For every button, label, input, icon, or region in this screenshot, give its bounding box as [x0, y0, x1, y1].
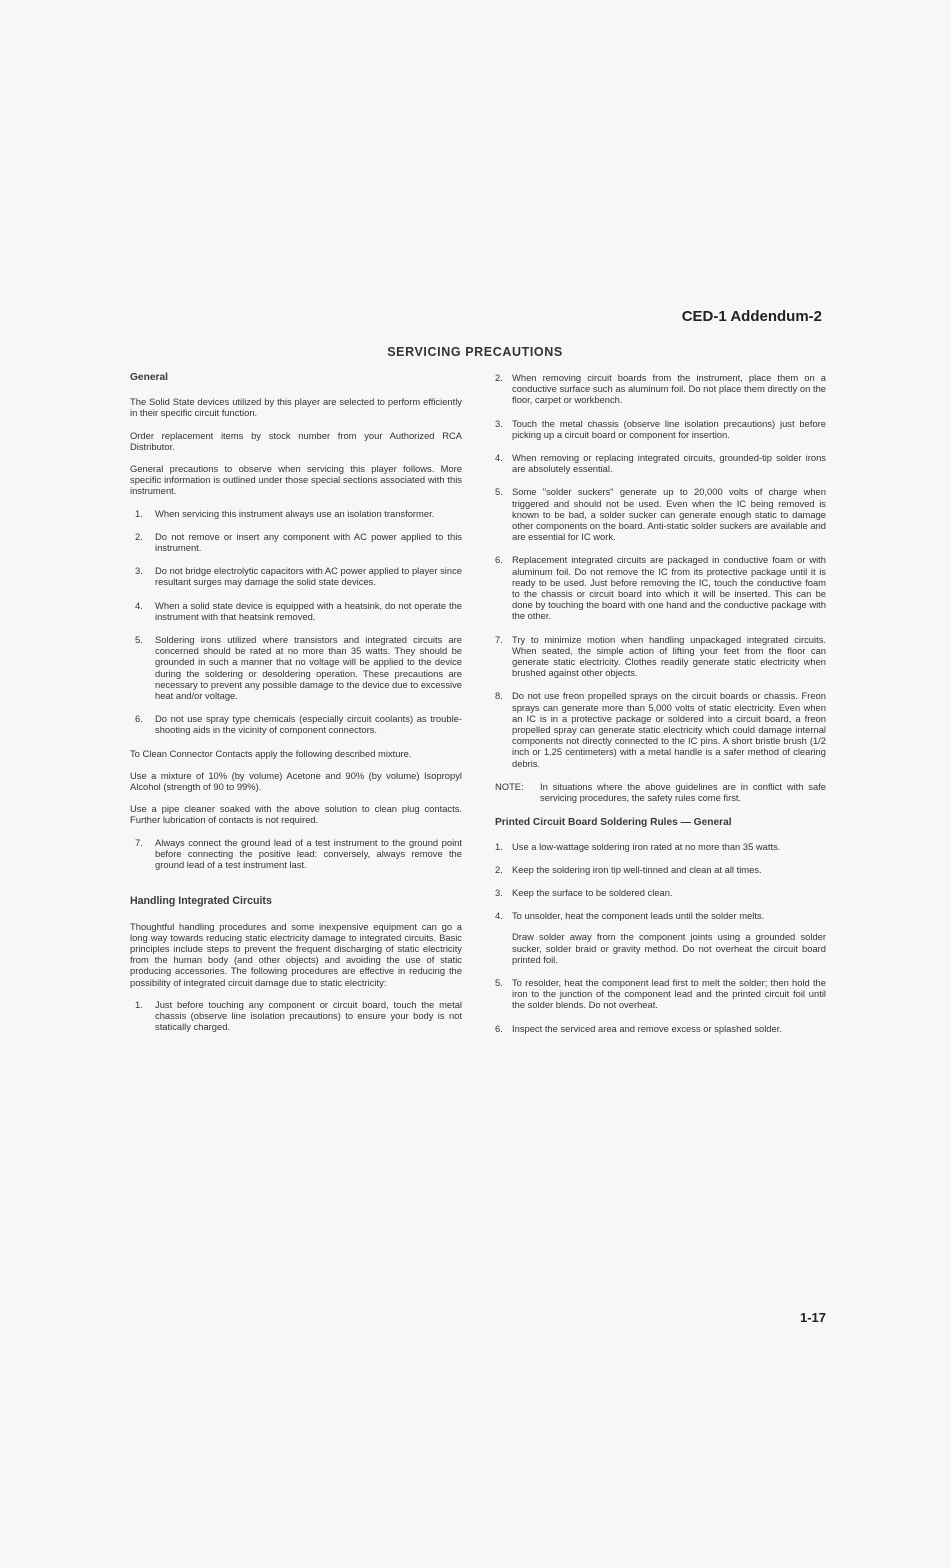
item-text: Do not remove or insert any component with AC power applied to this instrument.: [155, 530, 462, 554]
list-item: [495, 977, 826, 1011]
item-number: 8.: [495, 690, 503, 702]
item-number: 5.: [495, 976, 503, 988]
item-text: Touch the metal chassis (observe line isolation precautions) just before picking up a circuit board or component for insertion.: [512, 417, 826, 440]
item-text: Use a low-wattage soldering iron rated at no more than 35 watts.: [512, 840, 781, 852]
paragraph: Thoughtful handling procedures and some inexpensive equipment can go a long way towards reducing static electricity damage to integrated circuits. Basic principles include steps to prevent the frequent discharging of static electricity from the human body (and other objects) and avoiding the use of static producing accessories. The following procedures are effective in reducing the possibility of integrated circuit damage due to static electricity:: [130, 920, 462, 988]
item-text: Replacement integrated circuits are packaged in conductive foam or with aluminum foil. Do not remove the IC from its protective package until it is ready to be used. Just before removing the IC, touch the conductive foam to the chassis or circuit board into which it will be inserted. This can be done by touching the board with one hand and the conductive package with the other.: [512, 554, 826, 622]
list-item: [495, 690, 826, 768]
list-item: [130, 600, 462, 622]
item-number: 1.: [135, 507, 143, 519]
list-item: [495, 418, 826, 440]
item-text: Do not bridge electrolytic capacitors with AC power applied to player since resultant surges may damage the solid state devices.: [155, 565, 462, 588]
list-item: [495, 841, 826, 852]
item-number: 2.: [495, 863, 503, 875]
item-text: Always connect the ground lead of a test instrument to the ground point before connecting the positive lead: conversely, always remove the ground lead of a test instrument last.: [155, 836, 462, 871]
section-heading-pcb-soldering: Printed Circuit Board Soldering Rules — General: [495, 817, 732, 829]
note-text: In situations where the above guidelines are in conflict with safe servicing procedures, the safety rules come first.: [540, 780, 826, 804]
list-item: [130, 999, 462, 1033]
document-id: CED-1 Addendum-2: [681, 308, 822, 325]
paragraph: Use a pipe cleaner soaked with the above solution to clean plug contacts. Further lubrication of contacts is not required.: [130, 803, 462, 826]
paragraph: Order replacement items by stock number from your Authorized RCA Distributor.: [130, 429, 462, 452]
list-item: [495, 486, 826, 542]
item-text: When removing or replacing integrated circuits, grounded-tip solder irons are absolutely essential.: [512, 452, 826, 475]
item-text: When removing circuit boards from the instrument, place them on a conductive surface such as aluminum foil. Do not place them directly on the floor, carpet or workbench.: [512, 372, 826, 406]
item-text: Soldering irons utilized where transistors and integrated circuits are concerned should be rated at no more than 35 watts. They should be grounded in such a manner that no voltage will be applied to the device during the soldering or desoldering operation. These precautions are necessary to prevent any possible damage to the device due to excessive heat and/or voltage.: [155, 634, 462, 702]
item-text: Try to minimize motion when handling unpackaged integrated circuits. When seated, the simple action of lifting your feet from the floor can generate static electricity. Clothes readily generate static electricity when brushed against other objects.: [512, 633, 826, 679]
paragraph: General precautions to observe when servicing this player follows. More specific information is outlined under those special sections associated with this instrument.: [130, 463, 462, 497]
list-item: [130, 837, 462, 871]
page-number: 1-17: [799, 1310, 826, 1325]
item-number: 2.: [495, 372, 503, 383]
list-item: [495, 1023, 826, 1034]
list-item: [495, 634, 826, 679]
section-heading-general: General: [130, 372, 168, 383]
item-text: Just before touching any component or circuit board, touch the metal chassis (observe line isolation precautions) to ensure your body is not statically charged.: [155, 998, 462, 1033]
item-number: 3.: [495, 886, 503, 898]
list-item: [495, 372, 826, 406]
list-item: [495, 452, 826, 474]
item-number: 5.: [495, 486, 503, 498]
section-heading-integrated-circuits: Handling Integrated Circuits: [130, 895, 272, 908]
item-number: 6.: [135, 713, 143, 725]
list-item: [130, 713, 462, 735]
list-item: [495, 887, 826, 898]
paragraph: Use a mixture of 10% (by volume) Acetone and 90% (by volume) Isopropyl Alcohol (strength of 90 to 99%).: [130, 769, 462, 793]
item-number: 2.: [135, 530, 143, 542]
item-number: 3.: [135, 565, 143, 577]
item-number: 6.: [495, 554, 503, 566]
left-column: [130, 372, 462, 1044]
item-text: Inspect the serviced area and remove excess or splashed solder.: [512, 1022, 782, 1034]
item-text: Keep the surface to be soldered clean.: [512, 886, 673, 898]
item-subparagraph: Draw solder away from the component joints using a grounded solder sucker, solder braid or gravity method. Do not overheat the circuit board printed foil.: [512, 931, 826, 965]
paragraph: The Solid State devices utilized by this player are selected to perform efficiently in their specific circuit function.: [130, 396, 462, 419]
list-item: [495, 864, 826, 875]
note-label: NOTE:: [495, 780, 524, 792]
item-number: 3.: [495, 417, 503, 429]
item-text: To resolder, heat the component lead first to melt the solder; then hold the iron to the junction of the component lead and the printed circuit foil until the solder blends. Do not overheat.: [512, 976, 826, 1011]
item-number: 7.: [135, 836, 143, 848]
list-item: [130, 565, 462, 587]
item-text: When servicing this instrument always use an isolation transformer.: [155, 507, 435, 519]
note: [495, 781, 826, 803]
item-number: 4.: [495, 452, 503, 464]
list-item: [130, 634, 462, 701]
item-text: When a solid state device is equipped with a heatsink, do not operate the instrument with that heatsink removed.: [155, 599, 462, 622]
list-item: [495, 910, 826, 965]
item-text: Some "solder suckers" generate up to 20,000 volts of charge when triggered and should not be used. Even when the IC being removed is known to be bad, a solder sucker can generate enough static to damage other components on the board. Anti-static solder suckers are available and are essential for IC work.: [512, 486, 826, 543]
item-number: 1.: [135, 998, 143, 1010]
page-title: SERVICING PRECAUTIONS: [387, 345, 563, 359]
paragraph: To Clean Connector Contacts apply the following described mixture.: [130, 747, 412, 759]
item-text: To unsolder, heat the component leads until the solder melts.: [512, 910, 765, 922]
item-number: 4.: [495, 910, 503, 922]
item-text: Do not use spray type chemicals (especially circuit coolants) as trouble-shooting aids in the vicinity of component connectors.: [155, 713, 462, 736]
list-item: [130, 531, 462, 553]
item-text: Do not use freon propelled sprays on the circuit boards or chassis. Freon sprays can generate more than 5,000 volts of static electricity. Even when an IC is in a protective package or soldered into a circuit board, a freon propelled spray can generate static electricity which could damage internal components not directly connected to the IC pins. A short bristle brush (1/2 inch or 1.25 centimeters) with a metal handle is a safer method of clearing debris.: [512, 690, 826, 769]
item-number: 4.: [135, 599, 143, 611]
list-item: [130, 508, 462, 519]
list-item: [495, 554, 826, 621]
right-column: [495, 372, 826, 1046]
item-number: 5.: [135, 634, 143, 646]
item-number: 1.: [495, 840, 503, 852]
item-number: 6.: [495, 1022, 503, 1034]
item-number: 7.: [495, 633, 503, 645]
item-text: Keep the soldering iron tip well-tinned and clean at all times.: [512, 863, 762, 875]
